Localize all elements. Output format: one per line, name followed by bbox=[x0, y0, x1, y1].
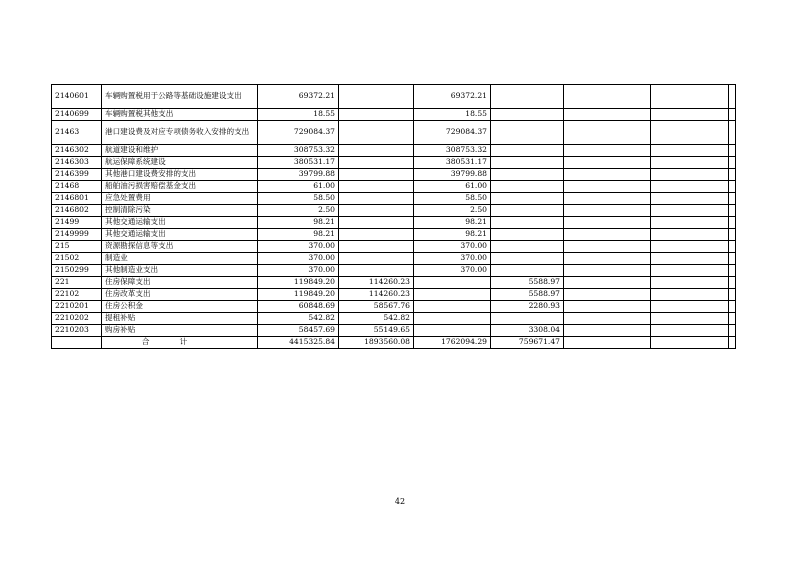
subject-name-cell: 其他交通运输支出 bbox=[102, 229, 258, 241]
basic-expenditure-cell bbox=[339, 229, 414, 241]
total-amount-cell: 58.50 bbox=[258, 193, 339, 205]
column-6-cell bbox=[651, 229, 729, 241]
column-4-cell bbox=[491, 169, 564, 181]
column-6-cell bbox=[651, 109, 729, 121]
project-expenditure-cell: 370.00 bbox=[414, 241, 491, 253]
column-7-cell bbox=[729, 241, 736, 253]
column-5-cell bbox=[564, 253, 651, 265]
subject-code-cell: 215 bbox=[52, 241, 102, 253]
column-5-cell bbox=[564, 217, 651, 229]
column-4-cell bbox=[491, 229, 564, 241]
subject-code-cell: 2210201 bbox=[52, 301, 102, 313]
column-6-cell bbox=[651, 181, 729, 193]
column-4-cell bbox=[491, 85, 564, 109]
column-7-cell bbox=[729, 121, 736, 145]
subject-name-cell: 住房公积金 bbox=[102, 301, 258, 313]
subject-name-cell: 航运保障系统建设 bbox=[102, 157, 258, 169]
column-4-cell bbox=[491, 217, 564, 229]
table-row bbox=[52, 85, 736, 109]
subject-code-cell: 2146302 bbox=[52, 145, 102, 157]
subject-name-cell: 车辆购置税其他支出 bbox=[102, 109, 258, 121]
table-row bbox=[52, 229, 736, 241]
project-expenditure-cell: 58.50 bbox=[414, 193, 491, 205]
subject-name-cell: 应急处置费用 bbox=[102, 193, 258, 205]
subject-code-cell: 21468 bbox=[52, 181, 102, 193]
column-6-cell bbox=[651, 217, 729, 229]
column-4-cell: 5588.97 bbox=[491, 289, 564, 301]
basic-expenditure-cell bbox=[339, 181, 414, 193]
table-row bbox=[52, 181, 736, 193]
column-5-cell bbox=[564, 313, 651, 325]
project-expenditure-cell: 39799.88 bbox=[414, 169, 491, 181]
table-row bbox=[52, 301, 736, 313]
total-column-7-cell bbox=[729, 337, 736, 349]
column-4-cell bbox=[491, 265, 564, 277]
table-row bbox=[52, 205, 736, 217]
total-amount-cell: 370.00 bbox=[258, 265, 339, 277]
subject-code-cell: 22102 bbox=[52, 289, 102, 301]
column-6-cell bbox=[651, 301, 729, 313]
column-7-cell bbox=[729, 205, 736, 217]
subject-code-cell: 21463 bbox=[52, 121, 102, 145]
column-6-cell bbox=[651, 193, 729, 205]
table-row bbox=[52, 217, 736, 229]
basic-expenditure-cell bbox=[339, 169, 414, 181]
project-expenditure-cell bbox=[414, 277, 491, 289]
subject-name-cell: 购房补贴 bbox=[102, 325, 258, 337]
basic-expenditure-cell bbox=[339, 241, 414, 253]
column-5-cell bbox=[564, 289, 651, 301]
column-6-cell bbox=[651, 145, 729, 157]
column-7-cell bbox=[729, 169, 736, 181]
project-expenditure-cell bbox=[414, 289, 491, 301]
column-4-cell bbox=[491, 181, 564, 193]
project-expenditure-cell: 308753.32 bbox=[414, 145, 491, 157]
column-5-cell bbox=[564, 265, 651, 277]
basic-expenditure-cell bbox=[339, 157, 414, 169]
project-expenditure-cell: 370.00 bbox=[414, 265, 491, 277]
basic-expenditure-cell bbox=[339, 265, 414, 277]
column-5-cell bbox=[564, 157, 651, 169]
subject-name-cell: 车辆购置税用于公路等基础设施建设支出 bbox=[102, 85, 258, 109]
column-6-cell bbox=[651, 169, 729, 181]
table-row bbox=[52, 193, 736, 205]
subject-code-cell: 221 bbox=[52, 277, 102, 289]
table-row bbox=[52, 313, 736, 325]
project-expenditure-cell: 98.21 bbox=[414, 229, 491, 241]
basic-expenditure-cell bbox=[339, 205, 414, 217]
column-7-cell bbox=[729, 289, 736, 301]
total-column-6-cell bbox=[651, 337, 729, 349]
column-7-cell bbox=[729, 265, 736, 277]
column-6-cell bbox=[651, 121, 729, 145]
total-amount-cell: 119849.20 bbox=[258, 289, 339, 301]
total-row bbox=[52, 337, 736, 349]
project-expenditure-cell: 18.55 bbox=[414, 109, 491, 121]
subject-code-cell: 2149999 bbox=[52, 229, 102, 241]
basic-expenditure-cell bbox=[339, 121, 414, 145]
total-amount-cell: 61.00 bbox=[258, 181, 339, 193]
column-4-cell bbox=[491, 145, 564, 157]
basic-expenditure-cell: 55149.65 bbox=[339, 325, 414, 337]
total-amount-cell: 370.00 bbox=[258, 241, 339, 253]
column-7-cell bbox=[729, 85, 736, 109]
project-expenditure-cell: 370.00 bbox=[414, 253, 491, 265]
subject-code-cell: 2146303 bbox=[52, 157, 102, 169]
column-4-cell: 3308.04 bbox=[491, 325, 564, 337]
column-7-cell bbox=[729, 313, 736, 325]
total-project-expenditure-cell: 1762094.29 bbox=[414, 337, 491, 349]
total-amount-cell: 60848.69 bbox=[258, 301, 339, 313]
total-amount-cell: 58457.69 bbox=[258, 325, 339, 337]
subject-code-cell: 2140699 bbox=[52, 109, 102, 121]
column-6-cell bbox=[651, 253, 729, 265]
page-number: 42 bbox=[394, 497, 406, 506]
column-5-cell bbox=[564, 301, 651, 313]
column-4-cell: 2280.93 bbox=[491, 301, 564, 313]
subject-code-cell: 21502 bbox=[52, 253, 102, 265]
basic-expenditure-cell: 58567.76 bbox=[339, 301, 414, 313]
subject-code-cell: 2210203 bbox=[52, 325, 102, 337]
column-5-cell bbox=[564, 145, 651, 157]
column-5-cell bbox=[564, 109, 651, 121]
table-row bbox=[52, 289, 736, 301]
column-7-cell bbox=[729, 301, 736, 313]
column-7-cell bbox=[729, 253, 736, 265]
total-amount-cell: 119849.20 bbox=[258, 277, 339, 289]
project-expenditure-cell: 380531.17 bbox=[414, 157, 491, 169]
total-label: 合计 bbox=[102, 337, 258, 349]
column-4-cell bbox=[491, 313, 564, 325]
total-amount-cell: 98.21 bbox=[258, 217, 339, 229]
project-expenditure-cell: 729084.37 bbox=[414, 121, 491, 145]
table-row bbox=[52, 265, 736, 277]
total-column-5-cell bbox=[564, 337, 651, 349]
column-6-cell bbox=[651, 265, 729, 277]
subject-name-cell: 制造业 bbox=[102, 253, 258, 265]
table-row bbox=[52, 157, 736, 169]
total-amount-cell: 370.00 bbox=[258, 253, 339, 265]
total-amount-cell: 18.55 bbox=[258, 109, 339, 121]
column-6-cell bbox=[651, 85, 729, 109]
total-column-4-cell: 759671.47 bbox=[491, 337, 564, 349]
column-7-cell bbox=[729, 157, 736, 169]
total-amount-cell: 380531.17 bbox=[258, 157, 339, 169]
column-7-cell bbox=[729, 181, 736, 193]
column-4-cell: 5588.97 bbox=[491, 277, 564, 289]
subject-code-cell: 21499 bbox=[52, 217, 102, 229]
subject-name-cell: 其他港口建设费安排的支出 bbox=[102, 169, 258, 181]
column-5-cell bbox=[564, 241, 651, 253]
basic-expenditure-cell bbox=[339, 109, 414, 121]
column-6-cell bbox=[651, 325, 729, 337]
subject-name-cell: 住房保障支出 bbox=[102, 277, 258, 289]
project-expenditure-cell: 98.21 bbox=[414, 217, 491, 229]
table-row bbox=[52, 169, 736, 181]
subject-code-cell: 2150299 bbox=[52, 265, 102, 277]
project-expenditure-cell bbox=[414, 325, 491, 337]
table-body bbox=[52, 85, 736, 349]
subject-name-cell: 港口建设费及对应专项债务收入安排的支出 bbox=[102, 121, 258, 145]
total-total-amount-cell: 4415325.84 bbox=[258, 337, 339, 349]
total-amount-cell: 2.50 bbox=[258, 205, 339, 217]
column-4-cell bbox=[491, 157, 564, 169]
column-5-cell bbox=[564, 205, 651, 217]
column-5-cell bbox=[564, 193, 651, 205]
column-7-cell bbox=[729, 325, 736, 337]
total-basic-expenditure-cell: 1893560.08 bbox=[339, 337, 414, 349]
column-6-cell bbox=[651, 289, 729, 301]
subject-code-cell: 2210202 bbox=[52, 313, 102, 325]
column-7-cell bbox=[729, 229, 736, 241]
column-6-cell bbox=[651, 277, 729, 289]
total-amount-cell: 98.21 bbox=[258, 229, 339, 241]
subject-code-cell: 2146802 bbox=[52, 205, 102, 217]
column-5-cell bbox=[564, 169, 651, 181]
column-4-cell bbox=[491, 121, 564, 145]
column-5-cell bbox=[564, 277, 651, 289]
subject-name-cell: 其他交通运输支出 bbox=[102, 217, 258, 229]
basic-expenditure-cell bbox=[339, 253, 414, 265]
column-5-cell bbox=[564, 121, 651, 145]
table-row bbox=[52, 241, 736, 253]
column-6-cell bbox=[651, 313, 729, 325]
column-7-cell bbox=[729, 109, 736, 121]
column-4-cell bbox=[491, 109, 564, 121]
project-expenditure-cell bbox=[414, 301, 491, 313]
basic-expenditure-cell: 542.82 bbox=[339, 313, 414, 325]
project-expenditure-cell: 69372.21 bbox=[414, 85, 491, 109]
column-7-cell bbox=[729, 193, 736, 205]
table-row bbox=[52, 253, 736, 265]
column-6-cell bbox=[651, 241, 729, 253]
column-5-cell bbox=[564, 229, 651, 241]
column-6-cell bbox=[651, 157, 729, 169]
total-amount-cell: 39799.88 bbox=[258, 169, 339, 181]
total-amount-cell: 729084.37 bbox=[258, 121, 339, 145]
column-6-cell bbox=[651, 205, 729, 217]
project-expenditure-cell: 2.50 bbox=[414, 205, 491, 217]
basic-expenditure-cell bbox=[339, 145, 414, 157]
subject-name-cell: 其他制造业支出 bbox=[102, 265, 258, 277]
subject-name-cell: 船舶油污损害赔偿基金支出 bbox=[102, 181, 258, 193]
table-row bbox=[52, 109, 736, 121]
project-expenditure-cell: 61.00 bbox=[414, 181, 491, 193]
column-7-cell bbox=[729, 277, 736, 289]
total-amount-cell: 308753.32 bbox=[258, 145, 339, 157]
basic-expenditure-cell: 114260.23 bbox=[339, 277, 414, 289]
basic-expenditure-cell bbox=[339, 85, 414, 109]
subject-name-cell: 提租补贴 bbox=[102, 313, 258, 325]
subject-name-cell: 资源勘探信息等支出 bbox=[102, 241, 258, 253]
basic-expenditure-cell bbox=[339, 217, 414, 229]
column-5-cell bbox=[564, 85, 651, 109]
subject-code-cell: 2146801 bbox=[52, 193, 102, 205]
column-4-cell bbox=[491, 205, 564, 217]
total-amount-cell: 69372.21 bbox=[258, 85, 339, 109]
table-row bbox=[52, 145, 736, 157]
column-7-cell bbox=[729, 145, 736, 157]
subject-name-cell: 控制清除污染 bbox=[102, 205, 258, 217]
subject-code-cell: 2146399 bbox=[52, 169, 102, 181]
table-row bbox=[52, 325, 736, 337]
column-4-cell bbox=[491, 193, 564, 205]
budget-expenditure-table bbox=[51, 84, 736, 349]
table-row bbox=[52, 121, 736, 145]
subject-name-cell: 住房改革支出 bbox=[102, 289, 258, 301]
table-row bbox=[52, 277, 736, 289]
basic-expenditure-cell: 114260.23 bbox=[339, 289, 414, 301]
total-code-cell bbox=[52, 337, 102, 349]
column-4-cell bbox=[491, 253, 564, 265]
column-4-cell bbox=[491, 241, 564, 253]
column-5-cell bbox=[564, 325, 651, 337]
column-5-cell bbox=[564, 181, 651, 193]
total-amount-cell: 542.82 bbox=[258, 313, 339, 325]
project-expenditure-cell bbox=[414, 313, 491, 325]
column-7-cell bbox=[729, 217, 736, 229]
subject-code-cell: 2140601 bbox=[52, 85, 102, 109]
basic-expenditure-cell bbox=[339, 193, 414, 205]
subject-name-cell: 航道建设和维护 bbox=[102, 145, 258, 157]
